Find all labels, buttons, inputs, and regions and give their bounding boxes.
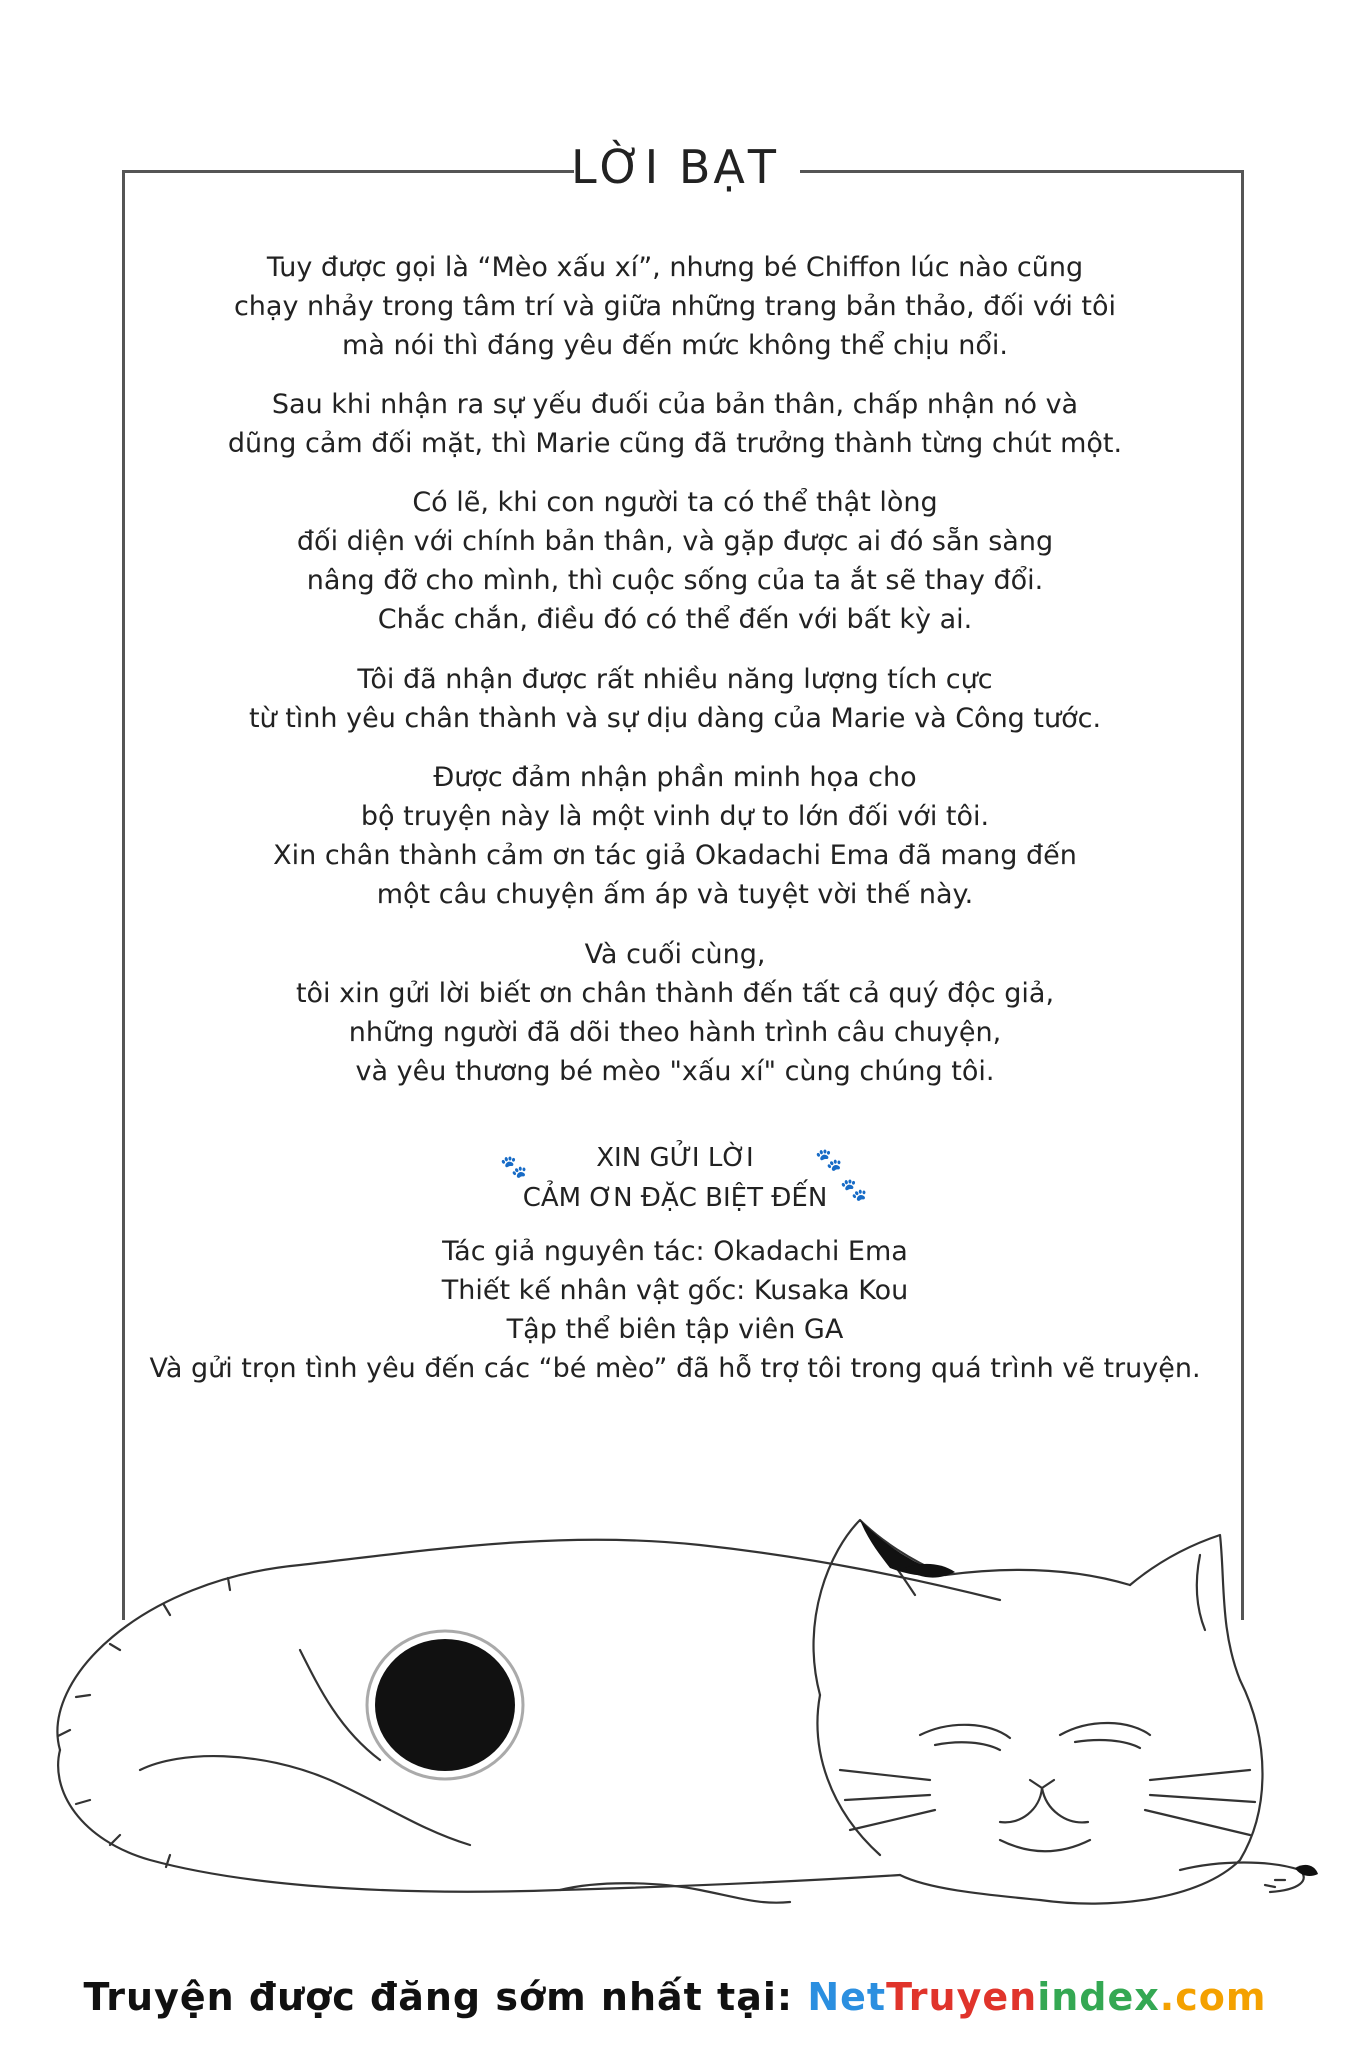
paragraph-line: một câu chuyện ấm áp và tuyệt vời thế này. <box>376 879 974 910</box>
paragraph-line: những người đã dõi theo hành trình câu chuyện, <box>348 1017 1002 1048</box>
paragraph-line: và yêu thương bé mèo "xấu xí" cùng chúng tôi. <box>355 1056 995 1087</box>
page-title: LỜI BẠT <box>571 140 779 194</box>
paragraph-line: đối diện với chính bản thân, và gặp được ai đó sẵn sàng <box>296 526 1054 557</box>
paragraph-line: mà nói thì đáng yêu đến mức không thể chịu nổi. <box>342 330 1008 361</box>
paragraph-line: Tôi đã nhận được rất nhiều năng lượng tích cực <box>357 664 993 695</box>
footer-label: Truyện được đăng sớm nhất tại: <box>83 1975 808 2019</box>
paragraph-1 <box>0 248 1350 365</box>
special-thanks-heading <box>0 1138 1350 1218</box>
thanks-heading-line: CẢM ƠN ĐẶC BIỆT ĐẾN <box>522 1183 828 1213</box>
paragraph-2 <box>0 385 1350 463</box>
site-part-com: .com <box>1159 1975 1267 2019</box>
paragraph-line: từ tình yêu chân thành và sự dịu dàng của Marie và Công tước. <box>248 703 1102 734</box>
paragraph-line: Có lẽ, khi con người ta có thể thật lòng <box>412 487 938 518</box>
paragraph-line: Xin chân thành cảm ơn tác giả Okadachi Ema đã mang đến <box>273 840 1077 871</box>
credit-line: Tập thể biên tập viên GA <box>506 1314 844 1345</box>
paragraph-line: chạy nhảy trong tâm trí và giữa những trang bản thảo, đối với tôi <box>233 291 1117 322</box>
paragraph-5 <box>0 758 1350 914</box>
paragraph-3 <box>0 483 1350 639</box>
credit-line: Tác giả nguyên tác: Okadachi Ema <box>442 1236 908 1267</box>
paragraph-4 <box>0 660 1350 738</box>
thanks-heading-line: XIN GỬI LỜI <box>596 1143 754 1173</box>
cat-illustration <box>0 1450 1350 1970</box>
paragraph-6 <box>0 935 1350 1091</box>
paragraph-line: bộ truyện này là một vinh dự to lớn đối với tôi. <box>360 801 990 832</box>
site-part-truyen: Truyen <box>886 1975 1038 2019</box>
paw-icon: 🐾 <box>500 1155 528 1180</box>
site-part-net: Net <box>807 1975 887 2019</box>
paw-icon: 🐾 <box>815 1148 843 1173</box>
paw-icon: 🐾 <box>840 1178 868 1203</box>
paragraph-line: Sau khi nhận ra sự yếu đuối của bản thân, chấp nhận nó và <box>271 389 1079 420</box>
paragraph-line: tôi xin gửi lời biết ơn chân thành đến tất cả quý độc giả, <box>295 978 1055 1009</box>
site-part-index: index <box>1037 1975 1160 2019</box>
footer-banner <box>0 1975 1350 2035</box>
paragraph-line: Và cuối cùng, <box>584 939 766 970</box>
paragraph-line: Được đảm nhận phần minh họa cho <box>433 762 917 793</box>
paragraph-line: nâng đỡ cho mình, thì cuộc sống của ta ắt sẽ thay đổi. <box>306 565 1044 596</box>
site-link[interactable] <box>807 1975 1266 2019</box>
paragraph-line: dũng cảm đối mặt, thì Marie cũng đã trưởng thành từng chút một. <box>227 428 1123 459</box>
credits <box>0 1232 1350 1388</box>
paragraph-line: Tuy được gọi là “Mèo xấu xí”, nhưng bé Chiffon lúc nào cũng <box>266 252 1084 283</box>
credit-line: Thiết kế nhân vật gốc: Kusaka Kou <box>441 1275 909 1306</box>
credit-line: Và gửi trọn tình yêu đến các “bé mèo” đã hỗ trợ tôi trong quá trình vẽ truyện. <box>149 1353 1201 1384</box>
paragraph-line: Chắc chắn, điều đó có thể đến với bất kỳ ai. <box>377 604 973 635</box>
